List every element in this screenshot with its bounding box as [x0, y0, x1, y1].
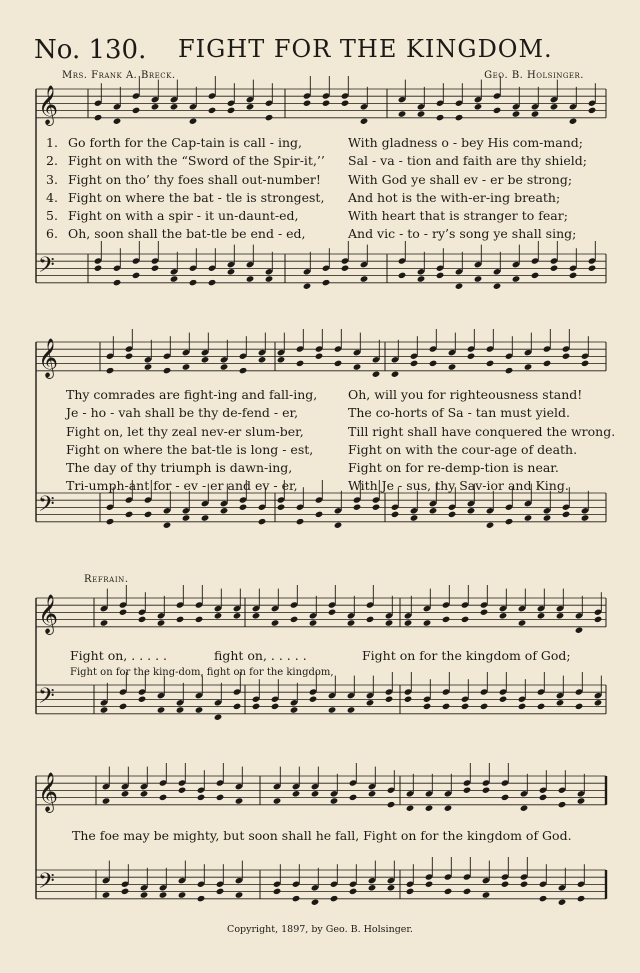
- note-head: [429, 507, 438, 514]
- note-head: [391, 511, 400, 518]
- bass-clef-icon: 𝄢: [38, 492, 55, 522]
- note-head: [550, 103, 559, 110]
- note-head: [482, 891, 491, 898]
- verse-block-1: [46, 134, 325, 244]
- verse-text: Sal - va - tion and faith are thy shield;: [348, 153, 588, 169]
- note-head: [328, 706, 337, 713]
- note-head: [594, 699, 603, 706]
- note-head: [309, 696, 318, 703]
- note-head: [531, 272, 540, 279]
- note-head: [102, 891, 111, 898]
- note-head: [334, 522, 343, 529]
- note-head: [577, 895, 586, 902]
- bass-clef-icon: 𝄢: [38, 869, 55, 899]
- note-head: [189, 279, 198, 286]
- hymn-title: FIGHT FOR THE KINGDOM.: [178, 35, 553, 63]
- note-head: [94, 265, 103, 272]
- note-head: [577, 797, 586, 804]
- note-head: [159, 891, 168, 898]
- note-head: [505, 518, 514, 525]
- note-head: [366, 699, 375, 706]
- note-head: [347, 619, 356, 626]
- note-head: [239, 504, 248, 511]
- note-head: [100, 706, 109, 713]
- treble-clef-icon: 𝄞: [38, 594, 59, 634]
- note-head: [442, 616, 451, 623]
- refrain-bass-text: Fight on for the king-dom, fight on for the kingdom,: [70, 667, 334, 678]
- note-head: [144, 363, 153, 370]
- refrain-text-1a: Fight on, . . . . .: [70, 648, 168, 663]
- note-head: [322, 100, 331, 107]
- verse-text: The day of thy triumph is dawn-ing,: [66, 460, 293, 476]
- note-head: [303, 100, 312, 107]
- note-head: [368, 790, 377, 797]
- note-head: [258, 356, 267, 363]
- note-head: [575, 703, 584, 710]
- note-head: [360, 275, 369, 282]
- verse-text: Fight on for re-demp-tion is near.: [348, 460, 559, 476]
- note-head: [569, 118, 578, 125]
- copyright-notice: Copyright, 1897, by Geo. B. Holsinger.: [227, 924, 413, 935]
- note-head: [151, 103, 160, 110]
- note-head: [366, 616, 375, 623]
- note-head: [296, 518, 305, 525]
- note-head: [140, 790, 149, 797]
- note-head: [461, 616, 470, 623]
- note-head: [467, 507, 476, 514]
- note-head: [512, 110, 521, 117]
- note-head: [480, 703, 489, 710]
- note-head: [543, 360, 552, 367]
- note-head: [455, 114, 464, 121]
- note-head: [474, 103, 483, 110]
- note-head: [341, 265, 350, 272]
- note-head: [311, 899, 320, 906]
- note-head: [189, 118, 198, 125]
- note-head: [524, 363, 533, 370]
- note-head: [404, 619, 413, 626]
- verse-block-3: [66, 386, 317, 496]
- note-head: [292, 895, 301, 902]
- note-head: [163, 522, 172, 529]
- note-head: [195, 616, 204, 623]
- note-head: [290, 616, 299, 623]
- note-head: [417, 110, 426, 117]
- note-head: [594, 616, 603, 623]
- note-head: [144, 511, 153, 518]
- note-head: [265, 275, 274, 282]
- note-head: [170, 275, 179, 282]
- note-head: [444, 805, 453, 812]
- note-head: [444, 888, 453, 895]
- note-head: [581, 514, 590, 521]
- note-head: [425, 881, 434, 888]
- note-head: [100, 619, 109, 626]
- verse-line: [46, 189, 325, 207]
- note-head: [157, 619, 166, 626]
- note-head: [385, 696, 394, 703]
- verse-text: With gladness o - bey His com-mand;: [348, 135, 583, 150]
- note-head: [425, 805, 434, 812]
- treble-clef-icon: 𝄞: [38, 772, 59, 812]
- note-head: [157, 706, 166, 713]
- note-head: [499, 612, 508, 619]
- note-head: [558, 801, 567, 808]
- note-head: [125, 511, 134, 518]
- note-head: [233, 703, 242, 710]
- verse-number: 1.: [46, 135, 58, 150]
- note-head: [455, 283, 464, 290]
- note-head: [220, 363, 229, 370]
- note-head: [315, 353, 324, 360]
- verse-text: And hot is the with-er-ing breath;: [348, 189, 561, 205]
- note-head: [406, 805, 415, 812]
- note-head: [518, 619, 527, 626]
- note-head: [214, 714, 223, 721]
- note-head: [353, 363, 362, 370]
- note-head: [195, 706, 204, 713]
- note-head: [429, 360, 438, 367]
- note-head: [341, 100, 350, 107]
- note-head: [423, 703, 432, 710]
- note-head: [404, 696, 413, 703]
- treble-clef-icon: 𝄞: [38, 85, 59, 125]
- verse-block-2: [348, 134, 587, 244]
- note-head: [138, 696, 147, 703]
- note-head: [246, 103, 255, 110]
- verse-number: 5.: [46, 208, 58, 224]
- note-head: [512, 275, 521, 282]
- note-head: [556, 699, 565, 706]
- note-head: [178, 891, 187, 898]
- note-head: [543, 514, 552, 521]
- note-head: [398, 272, 407, 279]
- note-head: [482, 787, 491, 794]
- composer-credit: Geo. B. Holsinger.: [484, 70, 584, 81]
- note-head: [368, 884, 377, 891]
- note-head: [303, 283, 312, 290]
- note-head: [106, 367, 115, 374]
- lyricist-credit: Mrs. Frank A. Breck.: [62, 70, 176, 81]
- note-head: [132, 107, 141, 114]
- note-head: [208, 279, 217, 286]
- verse-text: Thy comrades are fight-ing and fall-ing,: [66, 387, 318, 402]
- note-head: [132, 272, 141, 279]
- note-head: [119, 609, 128, 616]
- note-head: [493, 283, 502, 290]
- note-head: [119, 703, 128, 710]
- note-head: [505, 367, 514, 374]
- note-head: [349, 888, 358, 895]
- note-head: [227, 107, 236, 114]
- verse-text: And vic - to - ry’s song ye shall sing;: [348, 226, 577, 242]
- note-head: [501, 881, 510, 888]
- note-head: [277, 504, 286, 511]
- note-head: [233, 612, 242, 619]
- note-head: [246, 275, 255, 282]
- note-head: [588, 107, 597, 114]
- note-head: [121, 888, 130, 895]
- note-head: [385, 619, 394, 626]
- note-head: [353, 504, 362, 511]
- note-head: [480, 609, 489, 616]
- note-head: [208, 107, 217, 114]
- note-head: [406, 888, 415, 895]
- refrain-text-1b: fight on, . . . . .: [214, 648, 307, 663]
- verse-text: Go forth for the Cap-tain is call - ing,: [68, 135, 302, 150]
- note-head: [125, 353, 134, 360]
- note-head: [121, 790, 130, 797]
- bass-clef-icon: 𝄢: [38, 684, 55, 714]
- verse-text: Je - ho - vah shall be thy de-fend - er,: [66, 405, 299, 421]
- note-head: [322, 279, 331, 286]
- verse-text: With God ye shall ev - er be strong;: [348, 171, 573, 187]
- note-head: [463, 888, 472, 895]
- note-head: [575, 627, 584, 634]
- note-head: [442, 703, 451, 710]
- note-head: [334, 360, 343, 367]
- note-head: [417, 275, 426, 282]
- note-head: [520, 881, 529, 888]
- note-head: [410, 360, 419, 367]
- note-head: [569, 272, 578, 279]
- note-head: [216, 794, 225, 801]
- verse-text: Oh, soon shall the bat-tle be end - ed,: [68, 226, 306, 242]
- note-head: [292, 790, 301, 797]
- refrain-text-1c: Fight on for the kingdom of God;: [362, 648, 571, 663]
- note-head: [467, 353, 476, 360]
- note-head: [448, 511, 457, 518]
- note-head: [214, 612, 223, 619]
- note-head: [556, 612, 565, 619]
- note-head: [201, 356, 210, 363]
- note-head: [151, 265, 160, 272]
- verse-line: [46, 171, 325, 189]
- verse-text: Fight on with a spir - it un-daunt-ed,: [68, 208, 299, 224]
- note-head: [330, 797, 339, 804]
- note-head: [518, 703, 527, 710]
- note-head: [550, 265, 559, 272]
- note-head: [423, 619, 432, 626]
- note-head: [197, 794, 206, 801]
- note-head: [520, 805, 529, 812]
- note-head: [410, 514, 419, 521]
- note-head: [216, 888, 225, 895]
- note-head: [486, 522, 495, 529]
- verse-line: [46, 152, 325, 170]
- verse-text: Fight on where the bat-tle is long - est,: [66, 441, 314, 457]
- verse-text: Till right shall have conquered the wrong.: [348, 423, 616, 439]
- note-head: [182, 363, 191, 370]
- note-head: [372, 371, 381, 378]
- note-head: [258, 518, 267, 525]
- note-head: [387, 884, 396, 891]
- note-head: [176, 616, 185, 623]
- note-head: [398, 110, 407, 117]
- note-head: [558, 899, 567, 906]
- note-head: [102, 797, 111, 804]
- note-head: [539, 794, 548, 801]
- note-head: [113, 279, 122, 286]
- note-head: [387, 801, 396, 808]
- verse-number: 2.: [46, 153, 58, 169]
- note-head: [159, 794, 168, 801]
- note-head: [486, 360, 495, 367]
- verse-text: Tri-umph-ant for - ev - er and ev - er,: [66, 478, 298, 494]
- note-head: [436, 114, 445, 121]
- verse-number: 3.: [46, 171, 58, 187]
- note-head: [273, 888, 282, 895]
- note-head: [106, 518, 115, 525]
- verse-text: Fight on tho’ thy foes shall out-number!: [68, 171, 321, 187]
- bass-clef-icon: 𝄢: [38, 253, 55, 283]
- treble-clef-icon: 𝄞: [38, 338, 59, 378]
- verse-text: Fight on where the bat - tle is strongest,: [68, 189, 325, 205]
- note-head: [493, 107, 502, 114]
- note-head: [296, 360, 305, 367]
- note-head: [524, 514, 533, 521]
- note-head: [197, 895, 206, 902]
- note-head: [290, 706, 299, 713]
- hymn-number: No. 130.: [34, 35, 147, 65]
- note-head: [239, 367, 248, 374]
- verse-text: Fight on with the cour-age of death.: [348, 441, 578, 457]
- note-head: [588, 265, 597, 272]
- note-head: [537, 703, 546, 710]
- note-head: [140, 891, 149, 898]
- note-head: [436, 272, 445, 279]
- refrain-text-2: The foe may be mighty, but soon shall he fall, Fight on for the kingdom of God.: [72, 828, 572, 843]
- refrain-label: Refrain.: [84, 574, 129, 585]
- note-head: [461, 703, 470, 710]
- note-head: [201, 514, 210, 521]
- verse-line: [46, 207, 325, 225]
- note-head: [176, 706, 185, 713]
- note-head: [271, 619, 280, 626]
- note-head: [220, 507, 229, 514]
- note-head: [330, 895, 339, 902]
- note-head: [227, 268, 236, 275]
- note-head: [328, 609, 337, 616]
- note-head: [235, 891, 244, 898]
- note-head: [531, 110, 540, 117]
- verse-text: With Je - sus, thy Sav-ior and King.: [348, 478, 569, 494]
- note-head: [562, 511, 571, 518]
- note-head: [501, 794, 510, 801]
- note-head: [277, 356, 286, 363]
- verse-text: Fight on, let thy zeal nev-er slum-ber,: [66, 423, 304, 439]
- note-head: [474, 275, 483, 282]
- note-head: [170, 103, 179, 110]
- note-head: [391, 371, 400, 378]
- verse-number: 6.: [46, 226, 58, 242]
- note-head: [347, 706, 356, 713]
- note-head: [113, 118, 122, 125]
- note-head: [581, 360, 590, 367]
- note-head: [252, 612, 261, 619]
- note-head: [138, 616, 147, 623]
- note-head: [349, 794, 358, 801]
- note-head: [448, 363, 457, 370]
- note-head: [163, 367, 172, 374]
- note-head: [562, 353, 571, 360]
- verse-number: 4.: [46, 189, 58, 205]
- note-head: [265, 114, 274, 121]
- note-head: [315, 511, 324, 518]
- verse-line: [46, 225, 325, 243]
- note-head: [372, 504, 381, 511]
- note-head: [539, 895, 548, 902]
- verse-text: The co-horts of Sa - tan must yield.: [348, 405, 571, 421]
- note-head: [182, 514, 191, 521]
- note-head: [271, 703, 280, 710]
- note-head: [273, 797, 282, 804]
- verse-text: With heart that is stranger to fear;: [348, 208, 568, 224]
- verse-text: Fight on with the “Sword of the Spir-it,’’: [68, 153, 325, 169]
- verse-text: Oh, will you for righteousness stand!: [348, 387, 583, 402]
- note-head: [235, 797, 244, 804]
- note-head: [252, 703, 261, 710]
- verse-line: [46, 134, 325, 152]
- note-head: [309, 619, 318, 626]
- verse-block-4: [348, 386, 615, 496]
- note-head: [311, 790, 320, 797]
- note-head: [499, 696, 508, 703]
- note-head: [360, 118, 369, 125]
- note-head: [463, 787, 472, 794]
- note-head: [178, 787, 187, 794]
- note-head: [94, 114, 103, 121]
- note-head: [537, 612, 546, 619]
